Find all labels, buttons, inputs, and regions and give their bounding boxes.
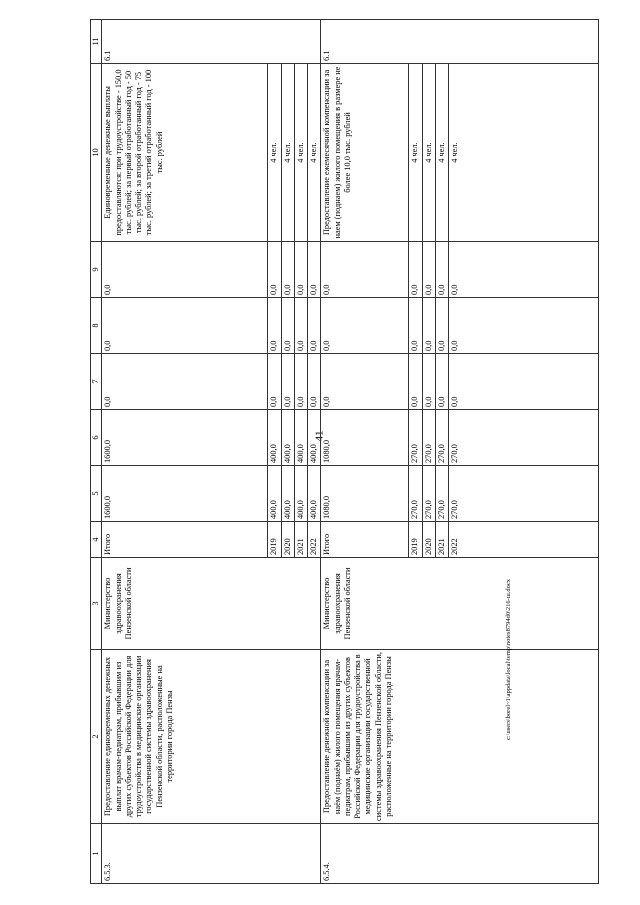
col-number-6: 6 — [91, 410, 102, 466]
value-cell: 1080,0 — [321, 410, 409, 466]
value-cell: 400,0 — [268, 466, 281, 522]
value-cell: 0,0 — [281, 298, 294, 354]
year-cell: 2021 — [435, 522, 448, 558]
target-indicator-cell: 6.1 — [321, 20, 599, 64]
measure-executor: Министерство здравоохранения Пензенской области — [102, 558, 321, 650]
value-cell: 0,0 — [409, 354, 422, 410]
value-cell: 0,0 — [435, 242, 448, 298]
col-number-1: 1 — [91, 824, 102, 884]
value-cell: 0,0 — [422, 354, 435, 410]
indicator-cell: 4 чел. — [422, 64, 435, 242]
value-cell: 1600,0 — [102, 466, 268, 522]
col-number-8: 8 — [91, 298, 102, 354]
indicator-cell: 4 чел. — [449, 64, 599, 242]
value-cell: 0,0 — [321, 354, 409, 410]
value-cell: 0,0 — [268, 242, 281, 298]
value-cell: 400,0 — [308, 466, 321, 522]
value-cell: 0,0 — [281, 242, 294, 298]
col-number-2: 2 — [91, 650, 102, 824]
value-cell: 0,0 — [308, 242, 321, 298]
year-cell: 2019 — [409, 522, 422, 558]
value-cell: 0,0 — [435, 298, 448, 354]
value-cell: 400,0 — [294, 466, 307, 522]
value-cell: 270,0 — [409, 410, 422, 466]
value-cell: 0,0 — [268, 298, 281, 354]
value-cell: 0,0 — [435, 354, 448, 410]
value-cell: 400,0 — [294, 410, 307, 466]
value-cell: 0,0 — [449, 298, 599, 354]
value-cell: 0,0 — [294, 298, 307, 354]
value-cell: 0,0 — [449, 242, 599, 298]
measure-executor: Министерство здравоохранения Пензенской области — [321, 558, 599, 650]
value-cell: 0,0 — [281, 354, 294, 410]
page-number: 41 — [313, 430, 326, 442]
value-cell: 0,0 — [409, 298, 422, 354]
indicator-cell: 4 чел. — [308, 64, 321, 242]
value-cell: 0,0 — [308, 354, 321, 410]
value-cell: 400,0 — [281, 466, 294, 522]
measure-name: Предоставление денежной компенсации за наём (поднаём) жилого помещения врачам-педиатрам, прибывшим из других субъектов Российской Федерации для трудоустройства в медицинские организации государственной системы здравоохранения Пензенской области, расположенные на территории города Пензы — [321, 650, 599, 824]
value-cell: 270,0 — [435, 410, 448, 466]
value-cell: 1080,0 — [321, 466, 409, 522]
value-cell: 0,0 — [294, 242, 307, 298]
value-cell: 0,0 — [321, 298, 409, 354]
value-cell: 0,0 — [102, 242, 268, 298]
footer-file-path: c:\users\borel~1\appdata\local\temp\notes8794d0\216-ш.docx — [505, 578, 512, 740]
value-cell: 400,0 — [268, 410, 281, 466]
measure-name: Предоставление единовременных денежных выплат врачам-педиатрам, прибывшим из других субъектов Российской Федерации для трудоустройства в медицинские организации государственной системы здравоохранения Пензенской области, расположенные на территории города Пензы — [102, 650, 321, 824]
col-number-3: 3 — [91, 558, 102, 650]
value-cell: 0,0 — [102, 298, 268, 354]
indicator-cell: Единовременные денежные выплаты предоставляются: при трудоустройстве - 150,0 тыс. рублей; за первый отработанный год - 50 тыс. рублей; за второй отработанный год - 75 тыс. рублей; за третий отработанный год - 100 тыс. рублей — [102, 64, 268, 242]
indicator-cell: 4 чел. — [268, 64, 281, 242]
indicator-cell: 4 чел. — [294, 64, 307, 242]
year-cell: 2021 — [294, 522, 307, 558]
value-cell: 0,0 — [422, 242, 435, 298]
col-number-4: 4 — [91, 522, 102, 558]
year-cell: Итого — [321, 522, 409, 558]
measure-number: 6.5.4. — [321, 824, 599, 884]
year-cell: 2022 — [449, 522, 599, 558]
value-cell: 0,0 — [449, 354, 599, 410]
value-cell: 0,0 — [294, 354, 307, 410]
value-cell: 1600,0 — [102, 410, 268, 466]
value-cell: 270,0 — [422, 410, 435, 466]
program-table-wrapper — [90, 20, 623, 884]
value-cell: 270,0 — [449, 410, 599, 466]
value-cell: 0,0 — [321, 242, 409, 298]
year-cell: 2020 — [281, 522, 294, 558]
value-cell: 0,0 — [308, 298, 321, 354]
value-cell: 0,0 — [102, 354, 268, 410]
year-cell: 2022 — [308, 522, 321, 558]
col-number-11: 11 — [91, 20, 102, 64]
measure-row-total — [321, 20, 409, 884]
target-indicator-cell: 6.1 — [102, 20, 321, 64]
year-cell: 2019 — [268, 522, 281, 558]
value-cell: 400,0 — [308, 410, 321, 466]
measure-number: 6.5.3. — [102, 824, 321, 884]
measure-row-total — [102, 20, 268, 884]
indicator-cell: 4 чел. — [281, 64, 294, 242]
year-cell: 2020 — [422, 522, 435, 558]
col-number-10: 10 — [91, 64, 102, 242]
value-cell: 0,0 — [268, 354, 281, 410]
year-cell: Итого — [102, 522, 268, 558]
indicator-cell: Предоставление ежемесячной компенсации за наем (поднаем) жилого помещения в размере не более 10,0 тыс. рублей — [321, 64, 409, 242]
indicator-cell: 4 чел. — [435, 64, 448, 242]
col-number-5: 5 — [91, 466, 102, 522]
value-cell: 0,0 — [409, 242, 422, 298]
value-cell: 400,0 — [281, 410, 294, 466]
value-cell: 270,0 — [449, 466, 599, 522]
value-cell: 270,0 — [409, 466, 422, 522]
column-number-row — [91, 20, 102, 884]
col-number-9: 9 — [91, 242, 102, 298]
value-cell: 0,0 — [422, 298, 435, 354]
program-measures-table — [90, 19, 599, 884]
col-number-7: 7 — [91, 354, 102, 410]
indicator-cell: 4 чел. — [409, 64, 422, 242]
value-cell: 270,0 — [435, 466, 448, 522]
value-cell: 270,0 — [422, 466, 435, 522]
